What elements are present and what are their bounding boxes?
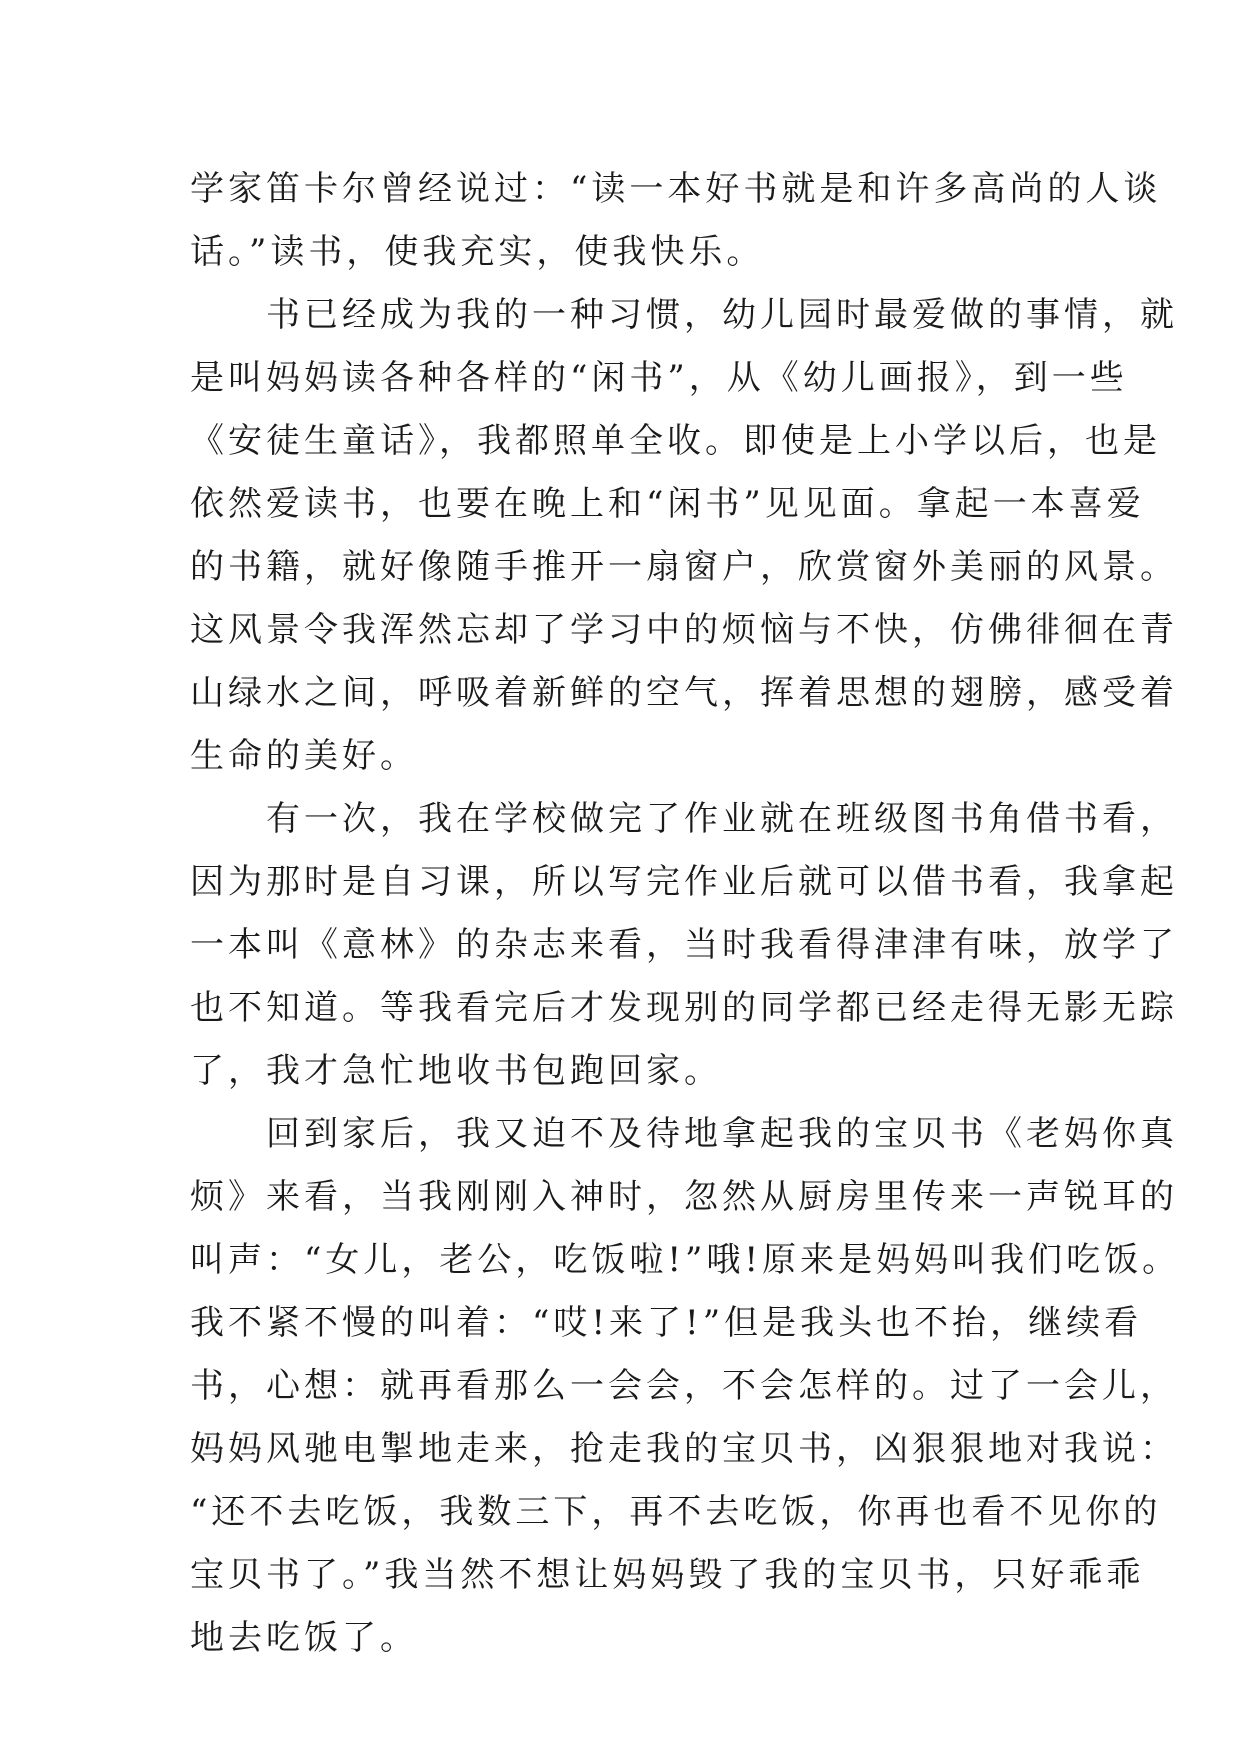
text-line: 话。”读书，使我充实，使我快乐。: [190, 232, 765, 272]
paragraph-first-line: 回到家后，我又迫不及待地拿起我的宝贝书《老妈你真: [266, 1114, 1178, 1154]
text-line: 妈妈风驰电掣地走来，抢走我的宝贝书，凶狠狠地对我说：: [190, 1429, 1178, 1469]
essay-body: [190, 158, 1181, 1670]
text-line: 因为那时是自习课，所以写完作业后就可以借书看，我拿起: [190, 862, 1178, 902]
text-line: “还不去吃饭，我数三下，再不去吃饭，你再也看不见你的: [190, 1492, 1162, 1532]
text-line: 一本叫《意林》的杂志来看，当时我看得津津有味，放学了: [190, 925, 1178, 965]
text-line: 地去吃饭了。: [190, 1618, 418, 1658]
text-line: 这风景令我浑然忘却了学习中的烦恼与不快，仿佛徘徊在青: [190, 610, 1178, 650]
text-line: 是叫妈妈读各种各样的“闲书”，从《幼儿画报》，到一些: [190, 358, 1128, 398]
paragraph-first-line: 书已经成为我的一种习惯，幼儿园时最爱做的事情，就: [266, 295, 1178, 335]
text-line: 书，心想：就再看那么一会会，不会怎样的。过了一会儿，: [190, 1366, 1178, 1406]
text-line: 学家笛卡尔曾经说过：“读一本好书就是和许多高尚的人谈: [190, 169, 1162, 209]
text-line: 宝贝书了。”我当然不想让妈妈毁了我的宝贝书，只好乖乖: [190, 1555, 1145, 1595]
text-line: 山绿水之间，呼吸着新鲜的空气，挥着思想的翅膀，感受着: [190, 673, 1178, 713]
text-line: 叫声：“女儿，老公，吃饭啦!”哦!原来是妈妈叫我们吃饭。: [190, 1240, 1181, 1280]
paragraph-first-line: 有一次，我在学校做完了作业就在班级图书角借书看，: [266, 799, 1178, 839]
text-line: 依然爱读书，也要在晚上和“闲书”见见面。拿起一本喜爱: [190, 484, 1145, 524]
text-line: 的书籍，就好像随手推开一扇窗户，欣赏窗外美丽的风景。: [190, 547, 1178, 587]
text-line: 了，我才急忙地收书包跑回家。: [190, 1051, 722, 1091]
text-line: 《安徒生童话》，我都照单全收。即使是上小学以后，也是: [190, 421, 1161, 461]
text-line: 烦》来看，当我刚刚入神时，忽然从厨房里传来一声锐耳的: [190, 1177, 1178, 1217]
text-line: 也不知道。等我看完后才发现别的同学都已经走得无影无踪: [190, 988, 1178, 1028]
text-line: 生命的美好。: [190, 736, 418, 776]
text-line: 我不紧不慢的叫着：“哎!来了!”但是我头也不抬，继续看: [190, 1303, 1143, 1343]
